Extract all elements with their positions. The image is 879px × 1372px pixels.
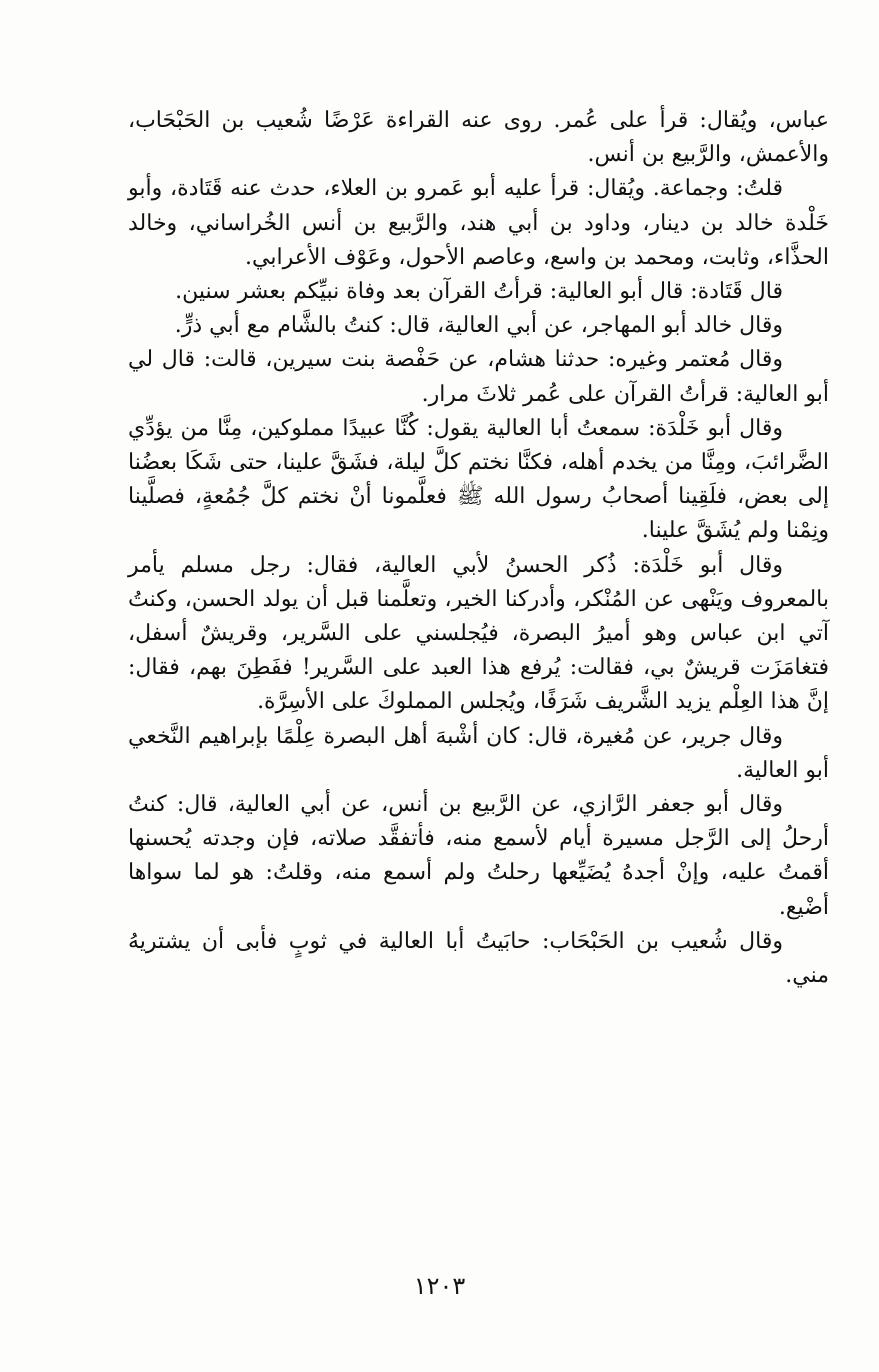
paragraph-5: وقال مُعتمر وغيره: حدثنا هشام، عن حَفْصة بنت سيرين، قالت: قال لي أبو العالية: قرأتُ القرآن على عُمر ثلاثَ مرار. [128,347,829,407]
paragraph-4: وقال خالد أبو المهاجر، عن أبي العالية، قال: كنتُ بالشَّام مع أبي ذرٍّ. [174,313,783,339]
paragraph-6: وقال أبو خَلْدَة: سمعتُ أبا العالية يقول: كُنَّا عبيدًا مملوكين، مِنَّا من يؤدِّي الضَّرائبَ، ومِنَّا من يخدم أهله، فكنَّا نختم كلَّ ليلة، فشَقَّ علينا، حتى شَكَا بعضُنا إلى بعض، فلَقِينا أصحابُ رسول الله ﷺ فعلَّمونا أنْ نختم كلَّ جُمُعةٍ، فصلَّينا ونِمْنا ولم يُشَقَّ علينا. [128,415,829,544]
paragraph-8: وقال جرير، عن مُغيرة، قال: كان أشْبهَ أهل البصرة عِلْمًا بإبراهيم النَّخعي أبو العالية. [128,723,829,783]
paragraph-10: وقال شُعيب بن الحَبْحَاب: حابَيتُ أبا العالية في ثوبٍ فأبى أن يشتريهُ مني. [128,928,829,989]
page-number: ١٢٠٣ [413,1272,466,1300]
paragraph-2: قلتُ: وجماعة. ويُقال: قرأ عليه أبو عَمرو بن العلاء، حدث عنه قَتَادة، وأبو خَلْدة خالد بن دينار، وداود بن أبي هند، والرَّبيع بن أنس الخُراساني، وخالد الحذَّاء، وثابت، ومحمد بن واسع، وعاصم الأحول، وعَوْف الأعرابي. [128,176,829,270]
paragraph-7: وقال أبو خَلْدَة: ذُكر الحسنُ لأبي العالية، فقال: رجل مسلم يأمر بالمعروف ويَنْهى عن المُنْكر، وأدركنا الخير، وتعلَّمنا قبل أن يولد الحسن، وكنتُ آتي ابن عباس وهو أميرُ البصرة، فيُجلسني على السَّرير، وقريشٌ أسفل، فتغامَزَت قريشٌ بي، فقالت: يُرفع هذا العبد على السَّرير! ففَطِنَ بهم، فقال: إنَّ هذا العِلْم يزيد الشَّريف شَرَفًا، ويُجلس المملوكَ على الأسِرَّة. [128,552,829,715]
body-text [128,104,829,993]
paragraph-3: قال قَتَادة: قال أبو العالية: قرأتُ القرآن بعد وفاة نبيِّكم بعشر سنين. [175,279,783,305]
paragraph-9: وقال أبو جعفر الرَّازي، عن الرَّبيع بن أنس، عن أبي العالية، قال: كنتُ أرحلُ إلى الرَّجل مسيرة أيام لأسمع منه، فأتفقَّد صلاته، فإن وجدته يُحسنها أقمتُ عليه، وإنْ أجدهُ يُضَيِّعها رحلتُ ولم أسمع منه، وقلتُ: هو لما سواها أضْيع. [128,792,829,920]
paragraph-1: عباس، ويُقال: قرأ على عُمر. روى عنه القراءة عَرْضًا شُعيب بن الحَبْحَاب، والأعمش، والرَّبيع بن أنس. [128,108,829,168]
